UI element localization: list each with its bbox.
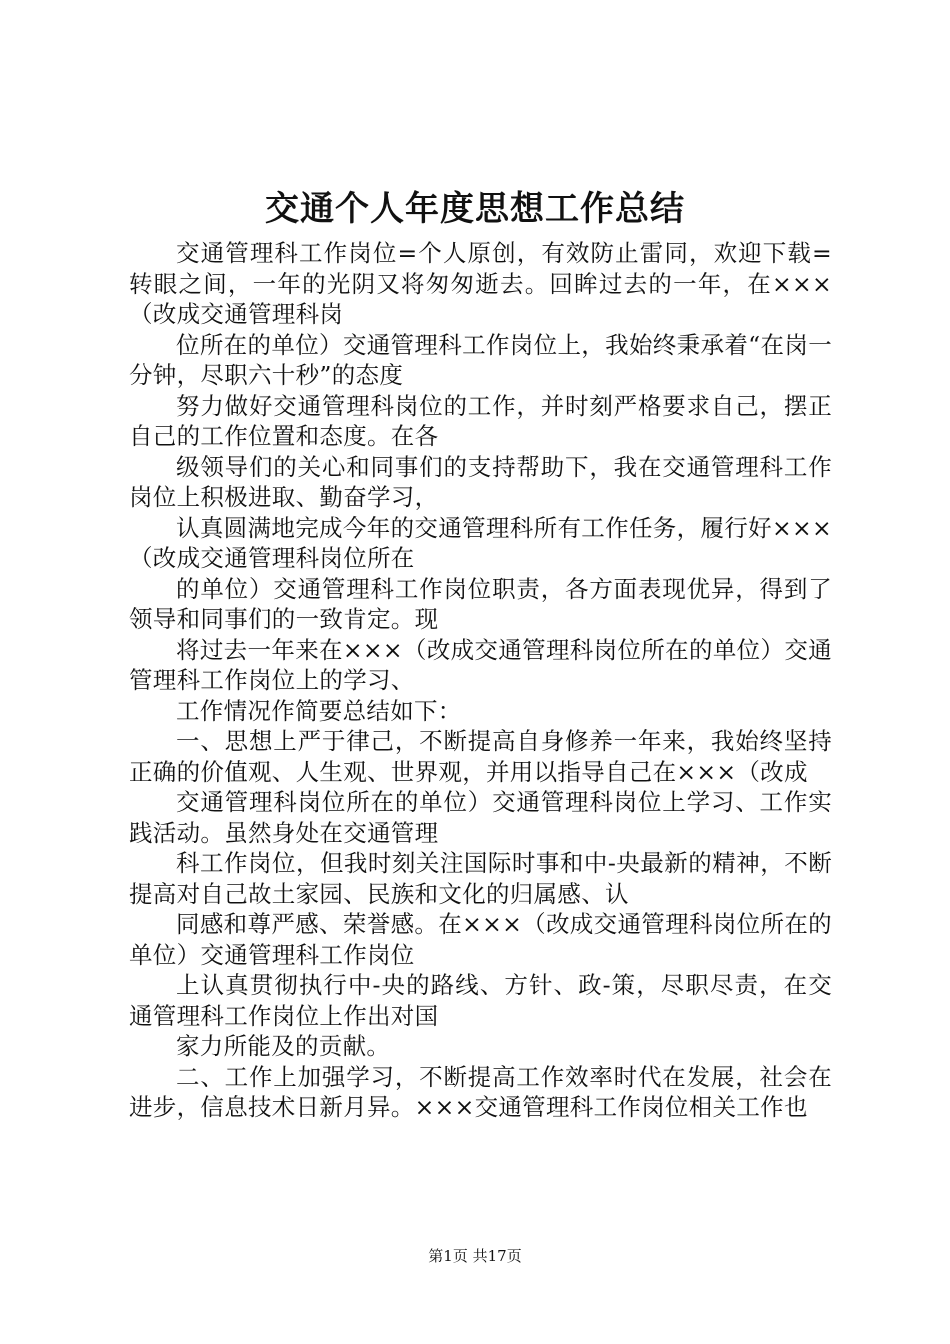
paragraph: 将过去一年来在×××（改成交通管理科岗位所在的单位）交通管理科工作岗位上的学习、: [129, 635, 832, 694]
paragraph: 交通管理科工作岗位=个人原创，有效防止雷同，欢迎下载=转眼之间，一年的光阴又将匆匆逝去。回眸过去的一年，在×××（改成交通管理科岗: [129, 239, 832, 328]
document-title: 交通个人年度思想工作总结: [265, 189, 685, 229]
document-body: [129, 238, 832, 1123]
paragraph: 的单位）交通管理科工作岗位职责，各方面表现优异，得到了领导和同事们的一致肯定。现: [129, 574, 832, 633]
paragraph: 家力所能及的贡献。: [176, 1032, 391, 1060]
paragraph: 上认真贯彻执行中-央的路线、方针、政-策，尽职尽责，在交通管理科工作岗位上作出对国: [129, 971, 832, 1030]
paragraph: 级领导们的关心和同事们的支持帮助下，我在交通管理科工作岗位上积极进取、勤奋学习，: [129, 452, 832, 511]
paragraph: 认真圆满地完成今年的交通管理科所有工作任务，履行好×××（改成交通管理科岗位所在: [129, 513, 832, 572]
paragraph: 位所在的单位）交通管理科工作岗位上，我始终秉承着“在岗一分钟，尽职六十秒”的态度: [129, 330, 832, 389]
paragraph: 交通管理科岗位所在的单位）交通管理科岗位上学习、工作实践活动。虽然身处在交通管理: [129, 788, 832, 847]
paragraph: 一、思想上严于律己，不断提高自身修养一年来，我始终坚持正确的价值观、人生观、世界观，并用以指导自己在×××（改成: [129, 727, 832, 786]
paragraph: 二、工作上加强学习，不断提高工作效率时代在发展，社会在进步，信息技术日新月异。×××交通管理科工作岗位相关工作也: [129, 1062, 832, 1121]
paragraph: 努力做好交通管理科岗位的工作，并时刻严格要求自己，摆正自己的工作位置和态度。在各: [129, 391, 832, 450]
paragraph: 科工作岗位，但我时刻关注国际时事和中-央最新的精神，不断提高对自己故土家园、民族和文化的归属感、认: [129, 849, 832, 908]
page-number-footer: 第1页 共17页: [428, 1247, 522, 1265]
paragraph: 同感和尊严感、荣誉感。在×××（改成交通管理科岗位所在的单位）交通管理科工作岗位: [129, 910, 832, 969]
paragraph: 工作情况作简要总结如下：: [176, 696, 462, 725]
